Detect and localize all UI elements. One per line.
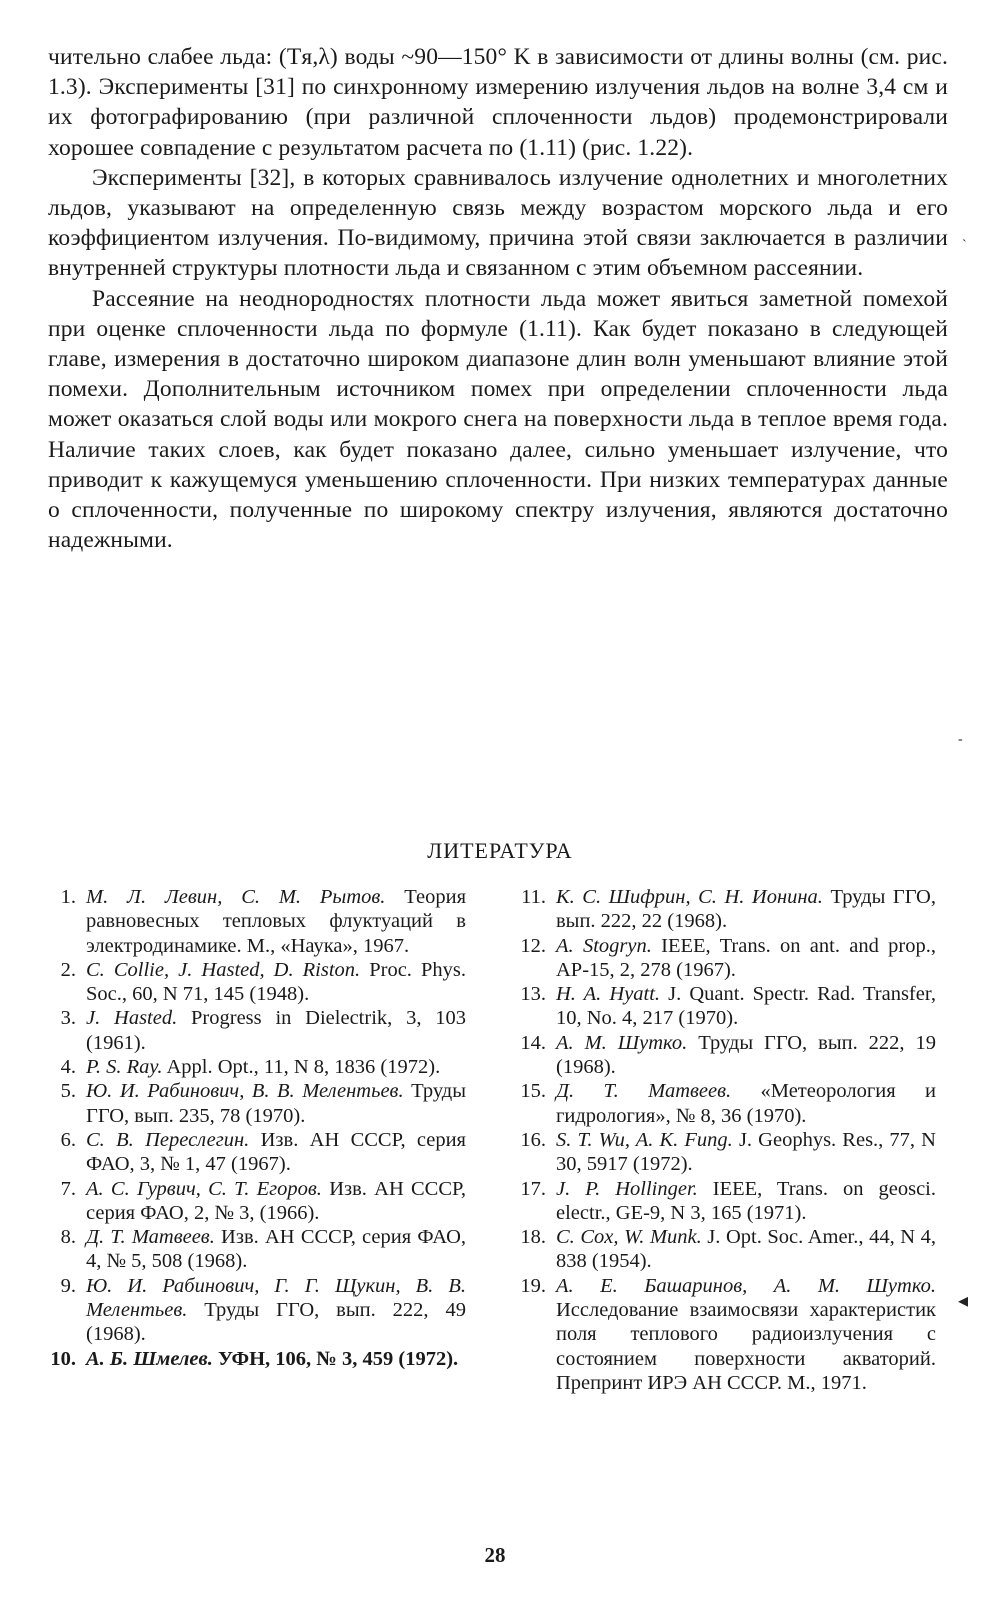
reference-text: IEEE, Trans. on geosci. electr., GE-9, N 3, 165 (1971).	[556, 1177, 936, 1224]
reference-item	[506, 1128, 936, 1177]
paragraph-3: Рассеяние на неоднородностях плотности льда может явиться заметной помехой при оценке сплоченности льда по формуле (1.11). Как будет показано в следующей главе, измерения в достаточно широком диапазоне длин волн уменьшают влияние этой помехи. Дополнительным источником помех при определении сплоченности льда может оказаться слой воды или мокрого снега на поверхности льда в теплое время года. Наличие таких слоев, как будет показано далее, сильно уменьшает излучение, что приводит к кажущемуся уменьшению сплоченности. При низких температурах данные о сплоченности, полученные по широкому спектру излучения, являются достаточно надежными.	[48, 285, 948, 554]
reference-item	[506, 982, 936, 1031]
reference-item	[36, 1177, 466, 1226]
reference-number: 15.	[520, 1080, 546, 1103]
reference-text: Теория равновесных тепловых флуктуаций в электродинамике. М., «Наука», 1967.	[86, 886, 467, 957]
reference-text: Progress in Dielectrik, 3, 103 (1961).	[86, 1007, 466, 1054]
reference-number: 14.	[520, 1031, 546, 1054]
reference-text: Изв. АН СССР, серия ФАО, 3, № 1, 47 (1967).	[86, 1128, 466, 1176]
reference-authors: J. P. Hollinger.	[556, 1177, 698, 1200]
reference-number: 3.	[60, 1007, 76, 1030]
reference-item	[36, 1225, 466, 1274]
margin-mark: ◂	[958, 1290, 969, 1312]
reference-item	[506, 1274, 936, 1395]
page-number: 28	[484, 1543, 506, 1567]
reference-text: «Метеорология и гидрология», № 8, 36 (1970).	[556, 1080, 936, 1127]
reference-number: 4.	[60, 1056, 76, 1079]
reference-number: 6.	[60, 1128, 76, 1151]
reference-text: J. Opt. Soc. Amer., 44, N 4, 838 (1954).	[556, 1226, 936, 1273]
reference-text: Proc. Phys. Soc., 60, N 71, 145 (1948).	[86, 958, 466, 1006]
reference-text: Труды ГГО, вып. 222, 22 (1968).	[556, 886, 936, 933]
reference-item	[506, 1177, 936, 1226]
reference-authors: М. Л. Левин, С. М. Рытов.	[86, 886, 386, 908]
reference-authors: Д. Т. Матвеев.	[86, 1226, 215, 1249]
reference-authors: Ю. И. Рабинович, Г. Г. Щукин, В. В. Мелентьев.	[86, 1274, 466, 1322]
reference-text: Труды ГГО, вып. 235, 78 (1970).	[86, 1080, 466, 1127]
reference-text: Труды ГГО, вып. 222, 49 (1968).	[86, 1299, 466, 1346]
reference-number: 1.	[60, 886, 76, 908]
reference-item	[36, 1079, 466, 1128]
paragraph-2: Эксперименты [32], в которых сравнивалось излучение однолетних и многолетних льдов, указывают на определенную связь между возрастом морского льда и его коэффициентом излучения. По-видимому, причина этой связи заключается в различии внутренней структуры плотности льда и связанном с этим объемном рассеянии.	[48, 164, 948, 282]
reference-authors: К. С. Шифрин, С. Н. Ионина.	[556, 886, 823, 908]
reference-number: 17.	[520, 1177, 546, 1200]
reference-item	[36, 1006, 466, 1055]
reference-number: 12.	[520, 934, 546, 957]
reference-authors: А. С. Гурвич, С. Т. Егоров.	[86, 1177, 322, 1200]
reference-item	[36, 1055, 466, 1079]
reference-item	[506, 934, 936, 983]
references-heading: ЛИТЕРАТУРА	[427, 838, 573, 863]
reference-authors: P. S. Ray.	[86, 1056, 163, 1079]
reference-text: Appl. Opt., 11, N 8, 1836 (1972).	[162, 1056, 441, 1079]
reference-authors: Ю. И. Рабинович, В. В. Мелентьев.	[86, 1080, 404, 1103]
margin-mark: ˋ	[962, 238, 967, 253]
reference-authors: A. Stogryn.	[556, 934, 652, 957]
reference-number: 2.	[60, 958, 76, 981]
reference-authors: А. М. Шутко.	[556, 1031, 688, 1054]
reference-item	[506, 885, 936, 934]
reference-number: 8.	[60, 1226, 76, 1249]
reference-authors: S. T. Wu, A. K. Fung.	[556, 1128, 733, 1151]
reference-number: 7.	[60, 1177, 76, 1200]
reference-item	[36, 1347, 466, 1371]
reference-number: 13.	[520, 983, 546, 1006]
reference-number: 19.	[520, 1274, 546, 1297]
reference-authors: C. Cox, W. Munk.	[556, 1226, 702, 1249]
reference-item	[36, 885, 466, 958]
reference-number: 11.	[521, 886, 546, 908]
reference-number: 16.	[520, 1128, 546, 1151]
reference-text: J. Geophys. Res., 77, N 30, 5917 (1972).	[556, 1128, 936, 1176]
reference-item	[506, 1031, 936, 1080]
reference-text: Изв. АН СССР, серия ФАО, 2, № 3, (1966).	[86, 1177, 466, 1224]
margin-mark: -	[958, 732, 963, 747]
reference-authors: А. Б. Шмелев.	[86, 1347, 213, 1370]
reference-number: 18.	[520, 1226, 546, 1249]
reference-authors: Д. Т. Матвеев.	[556, 1080, 732, 1103]
paragraph-1: чительно слабее льда: (Tя,λ) воды ~90—150° K в зависимости от длины волны (см. рис. 1.3). Эксперименты [31] по синхронному измерению излучения льдов на волне 3,4 см и их фотографированию (при различной сплоченности льдов) продемонстрировали хорошее совпадение с результатом расчета по (1.11) (рис. 1.22).	[48, 44, 948, 161]
reference-text: Труды ГГО, вып. 222, 19 (1968).	[556, 1031, 936, 1079]
reference-authors: J. Hasted.	[86, 1007, 178, 1030]
reference-text: УФН, 106, № 3, 459 (1972).	[212, 1347, 459, 1370]
reference-text: IEEE, Trans. on ant. and prop., AP-15, 2, 278 (1967).	[556, 934, 937, 981]
reference-item	[36, 1274, 466, 1347]
reference-text: Исследование взаимосвязи характеристик поля теплового радиоизлучения с состоянием поверхности акваторий. Препринт ИРЭ АН СССР. М., 1971.	[556, 1299, 936, 1394]
reference-number: 5.	[60, 1080, 76, 1103]
reference-authors: А. Е. Башаринов, А. М. Шутко.	[556, 1274, 936, 1297]
reference-item	[506, 1225, 936, 1274]
reference-authors: H. A. Hyatt.	[556, 983, 661, 1006]
reference-number: 9.	[60, 1274, 76, 1297]
reference-authors: C. Collie, J. Hasted, D. Riston.	[86, 958, 361, 981]
reference-text: Изв. АН СССР, серия ФАО, 4, № 5, 508 (1968).	[86, 1226, 466, 1273]
body-text	[48, 42, 948, 555]
reference-number: 10.	[50, 1347, 76, 1370]
references-column-left	[36, 885, 466, 1371]
reference-item	[36, 1128, 466, 1177]
reference-text: J. Quant. Spectr. Rad. Transfer, 10, No. 4, 217 (1970).	[556, 983, 936, 1030]
reference-item	[36, 958, 466, 1007]
reference-item	[506, 1079, 936, 1128]
reference-authors: С. В. Переслегин.	[86, 1128, 250, 1151]
references-column-right	[506, 885, 936, 1395]
